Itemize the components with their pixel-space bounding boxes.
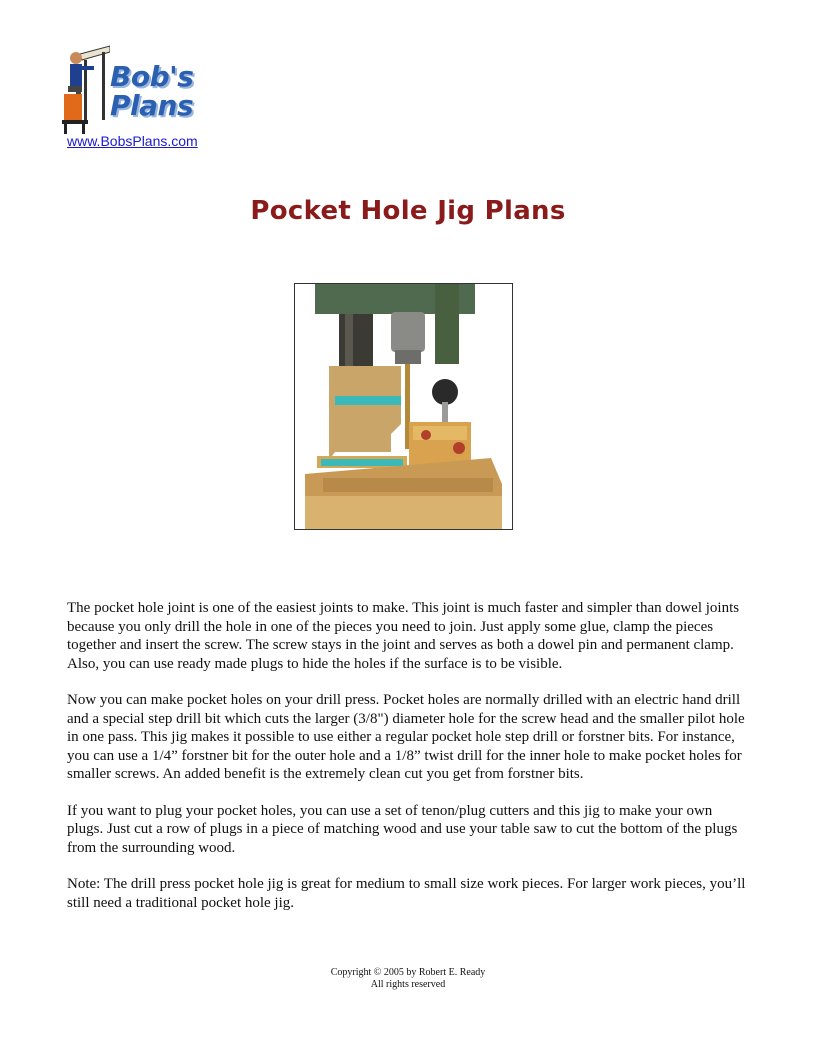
logo-line-1: Bob's xyxy=(110,60,194,93)
jig-photo xyxy=(294,283,513,530)
paragraph-plugs: If you want to plug your pocket holes, you can use a set of tenon/plug cutters and this jig to make your own plugs. Just cut a row of plugs in a piece of matching wood and use your table saw to cut the bottom of the plugs from the surrounding wood. xyxy=(67,802,738,856)
rights-text: All rights reserved xyxy=(370,979,446,990)
bobs-plans-logo xyxy=(62,44,222,134)
drafting-man-icon xyxy=(62,44,110,134)
paragraph-intro: The pocket hole joint is one of the easiest joints to make. This joint is much faster and simpler than dowel joints because you only drill the hole in one of the pieces you need to join. Just apply some glue, clamp the pieces together and insert the screw. The screw stays in the joint and serves as both a dowel pin and permanent clamp. Also, you can use ready made plugs to hide the holes if the surface is to be visible. xyxy=(67,600,740,672)
logo-wordmark xyxy=(110,62,193,120)
page-title: Pocket Hole Jig Plans xyxy=(250,196,566,226)
site-link[interactable]: www.BobsPlans.com xyxy=(67,133,198,149)
paragraph-note: Note: The drill press pocket hole jig is great for medium to small size work pieces. For larger work pieces, you’ll still need a traditional pocket hole jig. xyxy=(67,876,746,911)
drill-press-jig-image xyxy=(295,284,512,529)
body-text xyxy=(67,599,747,930)
paragraph-drill-press: Now you can make pocket holes on your drill press. Pocket holes are normally drilled with an electric hand drill and a special step drill bit which cuts the larger (3/8") diameter hole for the screw head and the smaller pilot hole in one pass. This jig makes it possible to use either a regular pocket hole step drill or forstner bits. For instance, you can use a 1/4” forstner bit for the outer hole and a 1/8” twist drill for the inner hole to make pocket holes for smaller screws. An added benefit is the extremely clean cut you get from forstner bits. xyxy=(67,692,745,782)
logo-line-2: Plans xyxy=(110,89,194,122)
copyright-text: Copyright © 2005 by Robert E. Ready xyxy=(330,967,486,978)
footer xyxy=(0,967,816,991)
